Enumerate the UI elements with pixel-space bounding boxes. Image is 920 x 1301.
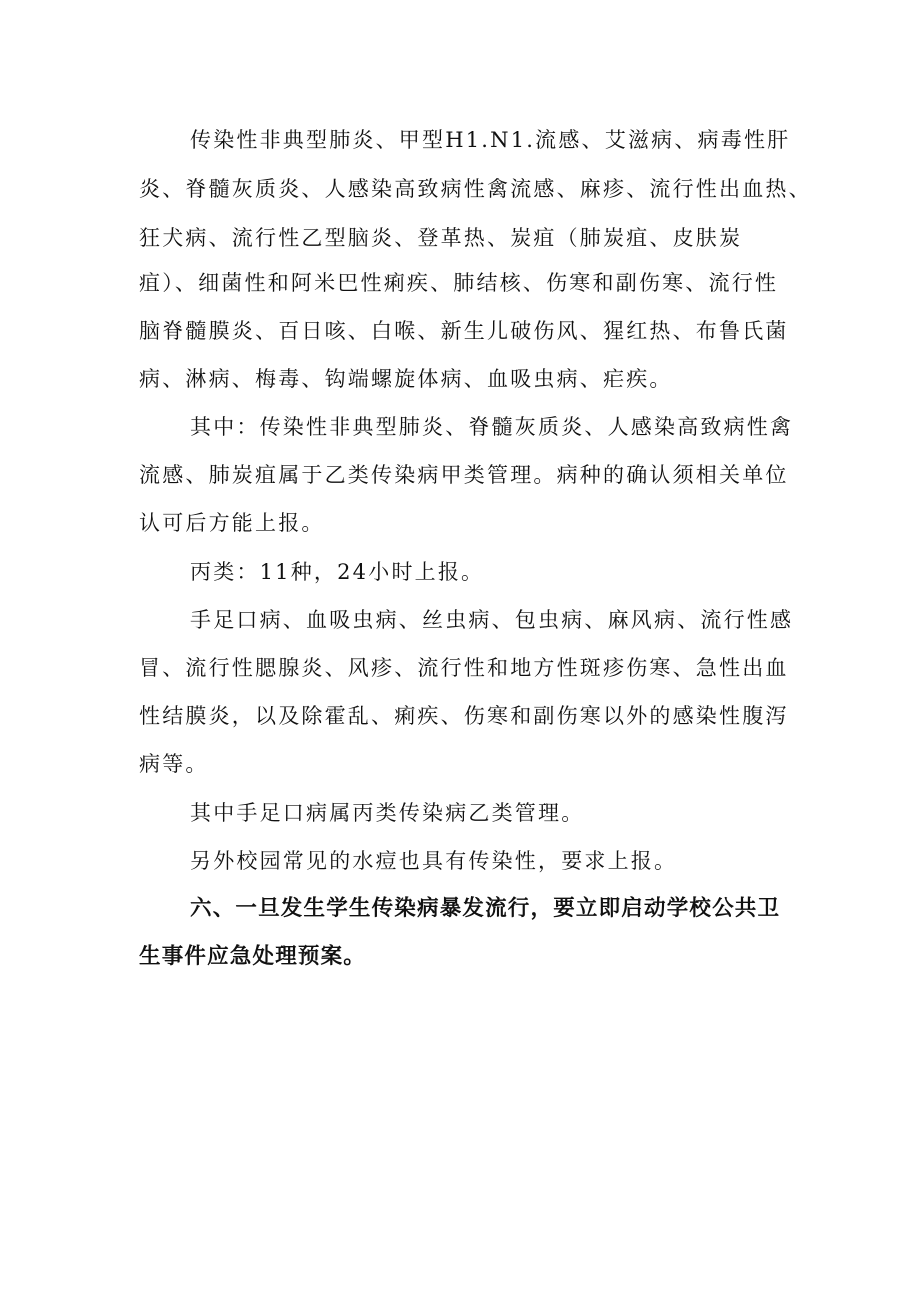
text-line: 手足口病、血吸虫病、丝虫病、包虫病、麻风病、流行性感 — [190, 608, 794, 632]
text-line: 狂犬病、流行性乙型脑炎、登革热、炭疽（肺炭疽、皮肤炭 — [139, 226, 743, 250]
text-line: 另外校园常见的水痘也具有传染性，要求上报。 — [190, 849, 678, 873]
section-heading: 六、一旦发生学生传染病暴发流行，要立即启动学校公共卫 — [190, 896, 781, 921]
text-line: 冒、流行性腮腺炎、风疹、流行性和地方性斑疹伤寒、急性出血 — [139, 656, 789, 680]
text-line: 炎、脊髓灰质炎、人感染高致病性禽流感、麻疹、流行性出血热、 — [139, 177, 812, 201]
text-line: 流感、肺炭疽属于乙类传染病甲类管理。病种的确认须相关单位 — [139, 463, 789, 487]
text-line: 病、淋病、梅毒、钩端螺旋体病、血吸虫病、疟疾。 — [139, 367, 673, 391]
text-line: 疽）、细菌性和阿米巴性痢疾、肺结核、伤寒和副伤寒、流行性 — [139, 271, 779, 295]
text-line: 传染性非典型肺炎、甲型H1.N1.流感、艾滋病、病毒性肝 — [190, 128, 791, 152]
text-line: 丙类：11种，24小时上报。 — [190, 560, 485, 584]
text-line: 脑脊髓膜炎、百日咳、白喉、新生儿破伤风、猩红热、布鲁氏菌 — [139, 319, 789, 343]
text-line: 病等。 — [139, 752, 209, 776]
text-line: 其中手足口病属丙类传染病乙类管理。 — [190, 801, 585, 825]
section-heading-continuation: 生事件应急处理预案。 — [139, 944, 367, 969]
text-line: 认可后方能上报。 — [139, 511, 325, 535]
text-line: 性结膜炎，以及除霍乱、痢疾、伤寒和副伤寒以外的感染性腹泻 — [139, 704, 789, 728]
text-line: 其中：传染性非典型肺炎、脊髓灰质炎、人感染高致病性禽 — [190, 415, 794, 439]
